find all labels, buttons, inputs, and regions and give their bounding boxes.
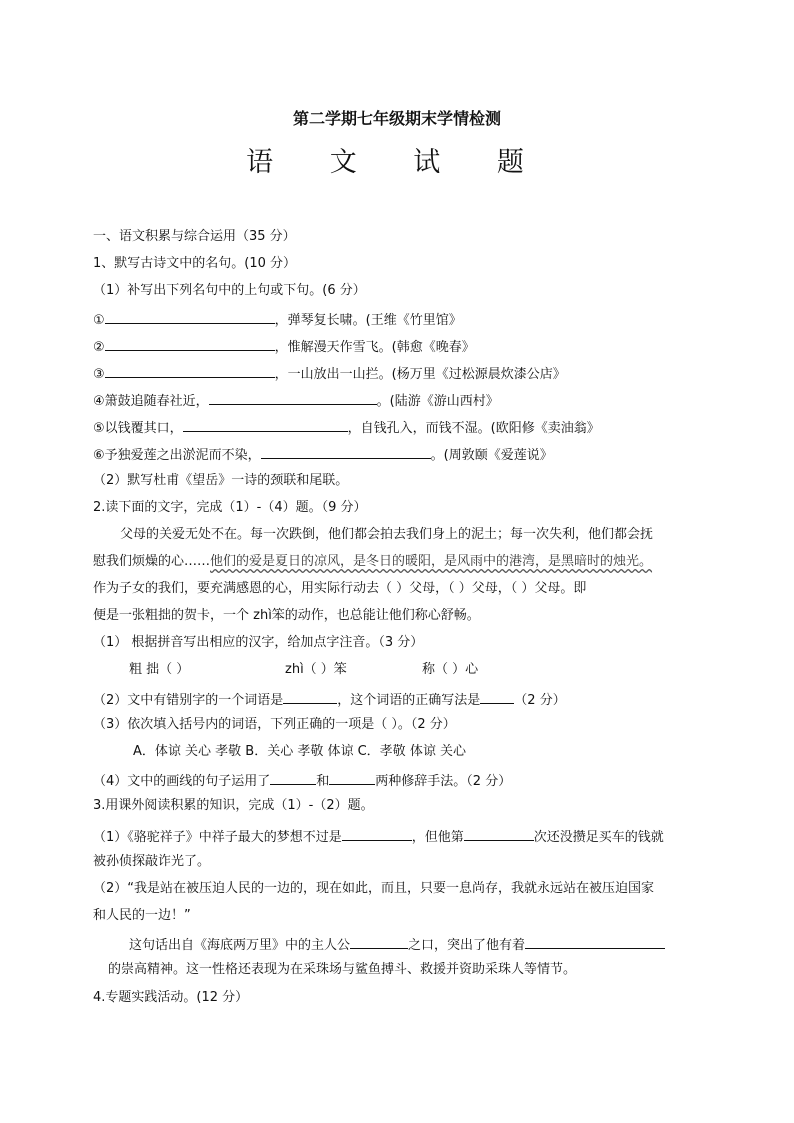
q2-sub2 [93,689,566,709]
q3-sub1-pre: （1）《骆驼祥子》中祥子最大的梦想不过是 [93,830,342,845]
q3-sub1 [93,826,664,846]
q1-line2-pre: ② [93,340,105,355]
q2-passage-line3: 作为子女的我们，要充满感恩的心，用实际行动去（ ）父母，（ ）父母，（ ）父母。即 [93,581,587,596]
q2-sub2-post: （2 分） [514,693,566,708]
q1-line1-pre: ① [93,313,105,328]
q3-sub2-line1: （2）“我是站在被压迫人民的一边的，现在如此，而且，只要一息尚存，我就永远站在被压迫国家 [93,881,655,896]
q1-line1-blank[interactable] [105,309,275,324]
q4-title: 4.专题实践活动。(12 分） [93,990,249,1005]
q1-line6-pre: ⑥予独爱莲之出淤泥而不染， [93,448,261,463]
q2-sub4-mid: 和 [316,774,330,789]
q1-line4-pre: ④箫鼓追随春社近， [93,394,209,409]
q2-sub2-blank2[interactable] [480,689,514,704]
q1-line4 [93,390,499,410]
q2-title: 2.读下面的文字，完成（1）-（4）题。（9 分） [93,500,367,515]
q2-passage-line4: 便是一张粗拙的贺卡，一个 zhì笨的动作，也总能让他们称心舒畅。 [93,608,480,623]
q3-sub2-line3-pre: 这句话出自《海底两万里》中的主人公 [129,938,351,953]
q3-sub1-blank2[interactable] [464,826,534,841]
q3-sub1-line2: 被孙侦探敲诈光了。 [93,854,211,869]
q2-sub3-options: A．体谅 关心 孝敬 B．关心 孝敬 体谅 C．孝敬 体谅 关心 [133,744,466,759]
exam-subtitle: 第二学期七年级期末学情检测 [292,109,501,128]
q1-line6-blank[interactable] [261,444,431,459]
section-heading: 一、语文积累与综合运用（35 分） [93,229,296,244]
q1-line2-blank[interactable] [105,336,275,351]
q2-sub4-post: 两种修辞手法。（2 分） [375,774,512,789]
q2-sub4 [93,770,511,790]
q1-part2: （2）默写杜甫《望岳》一诗的颈联和尾联。 [93,473,349,488]
q1-line5-post: ，自钱孔入，而钱不湿。(欧阳修《卖油翁》 [347,421,600,436]
q1-line2-post: ，惟解漫天作雪飞。(韩愈《晚春》 [274,340,475,355]
q1-line3-pre: ③ [93,367,105,382]
q3-sub2-line3-mid: 之口，突出了他有着 [408,938,526,953]
q1-line4-post: 。(陆游《游山西村》 [376,394,499,409]
q1-line5-blank[interactable] [183,417,348,432]
q2-sub4-blank1[interactable] [270,770,316,785]
q2-passage-line2 [93,553,652,570]
q2-sub1: （1） 根据拼音写出相应的汉字，给加点字注音。（3 分） [93,635,424,650]
q1-part1: （1）补写出下列名句中的上句或下句。(6 分） [93,283,366,298]
q3-sub2-line2: 和人民的一边！” [93,908,191,923]
q1-line3-blank[interactable] [105,363,275,378]
q1-line2 [93,336,475,356]
q3-title: 3.用课外阅读积累的知识，完成（1）-（2）题。 [93,798,374,813]
q2-sub1-item-b: zhì（ ）笨 [285,662,347,677]
q3-sub1-blank1[interactable] [342,826,412,841]
q2-sub2-pre: （2）文中有错别字的一个词语是 [93,693,284,708]
q1-title: 1、默写古诗文中的名句。(10 分） [93,256,297,271]
q1-line1 [93,309,462,329]
q1-line6-post: 。(周敦颐《爱莲说》 [430,448,553,463]
exam-title: 语 文 试 题 [246,147,548,178]
q2-sub3: （3）依次填入括号内的词语，下列正确的一项是（ ）。（2 分） [93,717,456,732]
q1-line5-pre: ⑤以钱覆其口， [93,421,183,436]
q2-sub1-item-c: 称（ ）心 [422,662,479,677]
q2-sub4-blank2[interactable] [329,770,375,785]
q1-line5 [93,417,600,437]
q1-line4-blank[interactable] [209,390,377,405]
q2-sub1-item-a: 粗 拙（ ） [129,662,190,677]
q2-sub2-blank1[interactable] [283,689,337,704]
q3-sub2-blank2[interactable] [525,934,665,949]
q2-sub2-mid: ，这个词语的正确写法是 [337,693,481,708]
q1-line3 [93,363,566,383]
q1-line6 [93,444,553,464]
q3-sub2-line4: 的崇高精神。这一性格还表现为在采珠场与鲨鱼搏斗、救援并资助采珠人等情节。 [108,962,577,977]
q3-sub1-post: 次还没攒足买车的钱就 [533,830,664,845]
q1-line1-post: ，弹琴复长啸。(王维《竹里馆》 [274,313,462,328]
q1-line3-post: ，一山放出一山拦。(杨万里《过松源晨炊漆公店》 [274,367,566,382]
q3-sub1-mid: ，但他第 [411,830,464,845]
q2-passage-line2-text: 慰我们烦燥的心…… [93,554,211,569]
q2-underlined-sentence: 他们的爱是夏日的凉风，是冬日的暖阳，是风雨中的港湾，是黑暗时的烛光。 [210,554,653,569]
q3-sub2-blank1[interactable] [350,934,408,949]
q3-sub2-line3 [129,934,665,954]
q2-sub4-pre: （4）文中的画线的句子运用了 [93,774,271,789]
q2-passage-line1: 父母的关爱无处不在。每一次跌倒，他们都会拍去我们身上的泥土；每一次失利，他们都会抚 [120,527,654,542]
